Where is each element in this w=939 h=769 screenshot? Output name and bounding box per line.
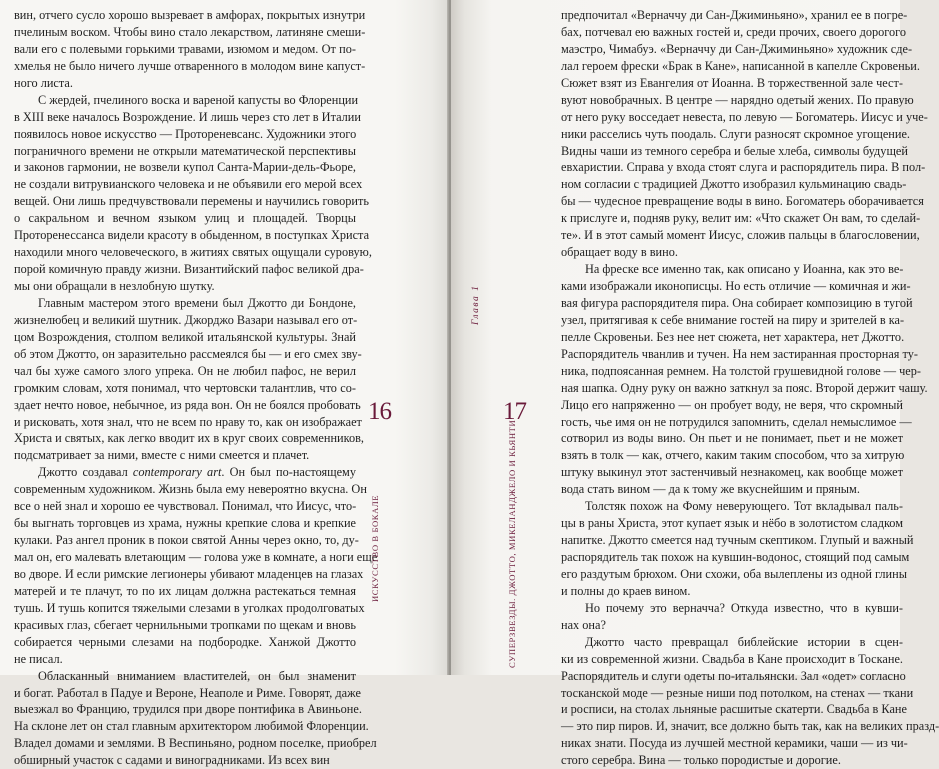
text-line: гость, чье имя он не потрудился запомнить, сделал немыслимое — bbox=[561, 414, 912, 429]
text-line: кулаки. Раз ангел проник в покои святой Анны через окно, то, ду- bbox=[14, 533, 359, 548]
right-page-body-text bbox=[561, 7, 939, 769]
text-line: во дворе. И если римские легионеры убивают младенцев на глазах bbox=[14, 566, 364, 581]
text-line: штуку выкинул этот застенчивый незнакомец, как вообще может bbox=[561, 465, 903, 480]
text-line: На фреске все именно так, как описано у Иоанна, как это ве- bbox=[585, 262, 904, 277]
text-line: жизнелюбец и великий шутник. Джорджо Вазари называл его от- bbox=[14, 312, 358, 327]
text-line: громким словам, хотя понимал, что чертовски талантлив, что со- bbox=[14, 380, 356, 395]
text-line: бы выгнать торговцев из храма, нужны крепкие слова и крепкие bbox=[14, 516, 356, 531]
text-line: Распорядитель чванлив и тучен. На нем застиранная просторная ту- bbox=[561, 346, 918, 361]
text-line: здает нечто новое, небычное, из ряда вон. Он не боялся пробовать bbox=[14, 397, 361, 412]
text-line: обширный участок с садами и виноградниками. Из всех вин bbox=[14, 753, 330, 768]
text-line: и законов гармонии, не возвели купол Санта-Марии-дель-Фьоре, bbox=[14, 160, 356, 175]
text-line: Джотто создавал contemporary art. Он был по-настоящему bbox=[38, 465, 356, 480]
text-line: порой комичную правду жизни. Византийский пафос великой дра- bbox=[14, 262, 364, 277]
text-line: узел, притягивая к себе внимание гостей на пиру и зрителей в ка- bbox=[561, 312, 905, 327]
text-line: обращает воду в вино. bbox=[561, 245, 678, 260]
text-line: вая фигура распорядителя пира. Она собирает композицию в тугой bbox=[561, 295, 913, 310]
text-line: — это пир пиров. И, значит, все должно быть так, как на великих празд- bbox=[561, 719, 939, 734]
text-line: ника, подпоясанная ремнем. На толстой грушевидной голове — чер- bbox=[561, 363, 921, 378]
text-line: ки из современной жизни. Свадьба в Кане происходит в Тоскане. bbox=[561, 651, 903, 666]
text-line: вин, отчего сусло хорошо вызревает в амфорах, покрытых изнутри bbox=[14, 8, 366, 22]
text-line: Видны чаши из темного серебра и белые хлеба, символы будущей bbox=[561, 143, 908, 158]
left-page bbox=[0, 0, 449, 768]
text-line: современным художником. Жизнь была ему невероятно вкусна. Он bbox=[14, 482, 367, 497]
text-line: взять в толк — как, отчего, каким таким способом, что за хитрую bbox=[561, 448, 905, 463]
text-line: Лицо его напряженно — он пробует воду, не веря, что скромный bbox=[561, 397, 903, 412]
text-line: мы они обращали в незлобную шутку. bbox=[14, 279, 215, 293]
text-line: не писал. bbox=[14, 651, 63, 666]
text-line: хмелья не было ничего лучше отваренного в молодом вине капуст- bbox=[14, 58, 366, 73]
text-line: пограничного времени не открыли математической перспективы bbox=[14, 143, 356, 158]
text-line: находили много человеческого, в житиях святых ощущали суровую, bbox=[14, 245, 372, 260]
text-line: от него руку восседает невеста, по левую — Богоматерь. Иисус и уче- bbox=[561, 109, 928, 124]
text-line: Джотто часто превращал библейские истории в сцен- bbox=[585, 634, 903, 649]
text-line: появилось новое искусство — Протореневсанс. Художники этого bbox=[14, 126, 357, 141]
text-line: Владел домами и землями. В Веспиньяно, родном поселке, приобрел bbox=[14, 736, 377, 751]
text-line: бах, потчевал ею важных гостей и, среди прочих, своего дорогого bbox=[561, 24, 907, 39]
text-line: нах она? bbox=[561, 617, 606, 632]
text-line: выезжал во Францию, трудился при дворе понтифика в Авиньоне. bbox=[14, 702, 362, 717]
text-line: евхаристии. Справа у входа стоят слуга и распорядитель пира. В пол- bbox=[561, 160, 926, 175]
text-line: пчелиным воском. Чтобы вино стало лекарством, латиняне смеши- bbox=[14, 24, 366, 39]
text-line: предпочитал «Верначчу ди Сан-Джиминьяно», хранил ее в погре- bbox=[561, 8, 908, 22]
text-line: распорядитель так похож на кувшин-водонос, стоящий под самым bbox=[561, 550, 910, 564]
text-line: Проторенессанса видели красоту в обыденном, в поступках Христа bbox=[14, 228, 370, 243]
text-line: матерей и те плачут, то по их лицам должна растекаться темная bbox=[14, 583, 356, 598]
text-line: никах знати. Посуда из лучшей местной керамики, чаши — из чи- bbox=[561, 736, 908, 751]
text-line: цы в раны Христа, этот купает язык и нёбо в золотистом сладком bbox=[561, 516, 903, 531]
text-line: Толстяк похож на Фому неверующего. Тот вкладывал паль- bbox=[585, 499, 903, 514]
left-running-head: ИСКУССТВО В БОКАЛЕ bbox=[370, 494, 380, 602]
text-line: Сюжет взят из Евангелия от Иоанна. В торжественной зале чест- bbox=[561, 75, 903, 90]
text-line: С жердей, пчелиного воска и вареной капусты во Флоренции bbox=[38, 92, 359, 107]
text-line: ная шапка. Одну руку он важно заткнул за пояс. Второй держит чашу. bbox=[561, 380, 928, 395]
text-line: чал бы хуже самого злого упрека. Он не любил пафос, не верил bbox=[14, 363, 356, 378]
text-line: пелле Скровеньи. Без нее нет сюжета, нет характера, нет Джотто. bbox=[561, 329, 905, 344]
text-line: и рисковать, хотя знал, что не всем по нраву то, как он изображает bbox=[14, 414, 362, 429]
text-line: о сакральном и вечном языком улиц и площадей. Творцы bbox=[14, 211, 356, 226]
text-line: лал героем фрески «Брак в Кане», написанной в капелле Скровеньи. bbox=[561, 58, 920, 73]
text-line: бы — чудесное превращение воды в вино. Богоматерь оборачивается bbox=[561, 194, 924, 209]
right-running-head: СУПЕРЗВЕЗДЫ. ДЖОТТО, МИКЕЛАНДЖЕЛО И КЬЯНТИ bbox=[507, 419, 517, 668]
text-line: к прислуге и, подняв руку, велит им: «Что скажет Он вам, то сделай- bbox=[561, 211, 921, 226]
right-page-number: 17 bbox=[503, 398, 526, 425]
right-page bbox=[451, 0, 939, 768]
text-line: те». И в этот самый момент Иисус, сложив пальцы в благословении, bbox=[561, 228, 920, 243]
text-line: ного листа. bbox=[14, 75, 73, 90]
text-line: Обласканный вниманием властителей, он был знаменит bbox=[38, 668, 356, 683]
text-line: и росписи, на столах льняные расшитые скатерти. Свадьба в Кане bbox=[561, 702, 907, 717]
text-line: Христа и святых, как легко вводит их в круг своих современников, bbox=[14, 431, 365, 446]
text-line: подсматривает за ними, вместе с ними смеется и плачет. bbox=[14, 448, 310, 463]
left-page-number: 16 bbox=[368, 398, 391, 425]
text-line: в XIII веке началось Возрождение. И лишь через сто лет в Италии bbox=[14, 109, 361, 124]
text-line: и богат. Работал в Падуе и Вероне, Неаполе и Риме. Говорят, даже bbox=[14, 685, 361, 700]
text-line: собирается черными слезами на подбородке. Ханжой Джотто bbox=[14, 634, 356, 649]
text-line: вещей. Они лишь предчувствовали перемены и научились говорить bbox=[14, 194, 369, 209]
text-line: ками изображали иконописцы. Но есть отличие — комичная и жи- bbox=[561, 279, 911, 293]
text-line: ники расселись чуть поодаль. Слуги разносят скромное угощение. bbox=[561, 126, 910, 141]
text-line: На склоне лет он стал главным архитектором любимой Флоренции. bbox=[14, 719, 369, 734]
text-line: и полны до краев вином. bbox=[561, 583, 691, 598]
text-line: стого серебра. Вина — только породистые и дорогие. bbox=[561, 753, 841, 768]
text-line: Распорядитель и слуги одеты по-итальянски. Зал «одет» согласно bbox=[561, 668, 906, 683]
text-line: не создали витрувианского человека и не объявили его мерой всех bbox=[14, 177, 363, 192]
text-line: ном согласии с традицией Джотто изобразил кульминацию свадь- bbox=[561, 177, 907, 192]
text-line: его раздутым брюхом. Они схожи, оба вылеплены из одной глины bbox=[561, 566, 907, 581]
chapter-label: Глава 1 bbox=[471, 284, 481, 325]
text-line: все о ней знал и хорошо ее чувствовал. Понимал, что Иисус, что- bbox=[14, 499, 357, 514]
text-line: Главным мастером этого времени был Джотто ди Бондоне, bbox=[38, 295, 356, 310]
text-line: сотворил из воды вино. Он пьет и не понимает, пьет и не может bbox=[561, 431, 903, 446]
text-line: тосканской моде — резные ниши под потолком, на стенах — ткани bbox=[561, 685, 914, 700]
text-line: тушь. И тушь копится тяжелыми слезами в уголках продолговатых bbox=[14, 600, 365, 615]
text-line: напитке. Джотто смеется над тучным скептиком. Глупый и важный bbox=[561, 533, 914, 548]
text-line: вода стать вином — да к тому же вкуснейшим и пряным. bbox=[561, 482, 860, 497]
text-line: красивых глаз, сбегает чернильными тропками по щекам и вновь bbox=[14, 617, 356, 632]
text-line: об этом Джотто, он заразительно рассмеялся бы — и его смех зву- bbox=[14, 346, 362, 361]
text-line: вуют новобрачных. В центре — нарядно одетый жених. По правую bbox=[561, 92, 914, 107]
text-line: Но почему это верначча? Откуда известно, что в кувши- bbox=[585, 600, 903, 615]
text-line: вали его с полевыми горькими травами, изюмом и медом. От по- bbox=[14, 41, 356, 56]
text-line: цом Возрождения, столпом великой итальянской культуры. Знай bbox=[14, 329, 356, 344]
text-line: мал он, его малевать влетающим — голова уже в комнате, а ноги еще bbox=[14, 550, 378, 564]
text-line: маэстро, Чимабуэ. «Верначчу ди Сан-Джиминьяно» художник сде- bbox=[561, 41, 913, 56]
